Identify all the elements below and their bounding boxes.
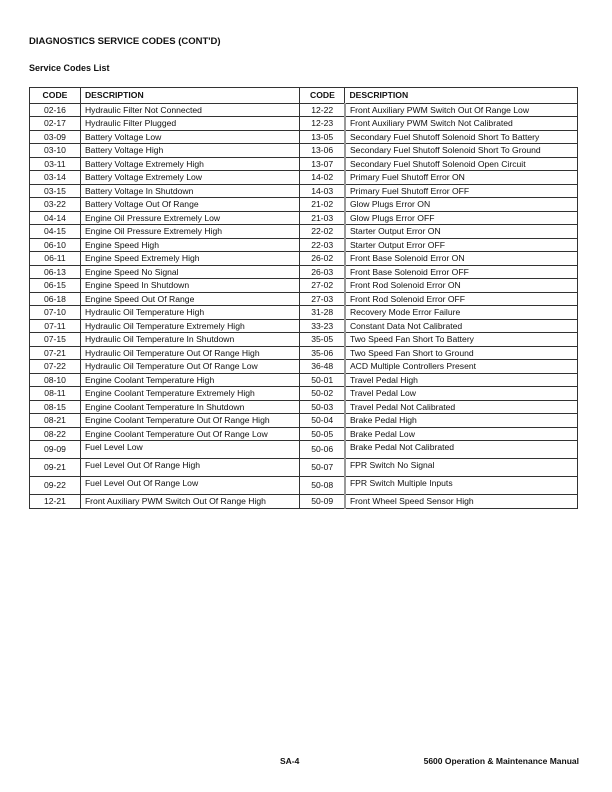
code-cell: 26-03 xyxy=(300,265,345,279)
code-cell: 03-22 xyxy=(30,198,81,212)
code-cell: 13-06 xyxy=(300,144,345,158)
code-cell: 08-22 xyxy=(30,427,81,441)
description-cell: Secondary Fuel Shutoff Solenoid Open Circuit xyxy=(345,157,578,171)
code-cell: 27-03 xyxy=(300,292,345,306)
code-cell: 07-15 xyxy=(30,333,81,347)
description-cell: Battery Voltage High xyxy=(80,144,300,158)
code-cell: 03-14 xyxy=(30,171,81,185)
code-cell: 50-08 xyxy=(300,477,345,495)
code-cell: 07-22 xyxy=(30,360,81,374)
table-row xyxy=(30,477,578,495)
description-cell: Brake Pedal High xyxy=(345,414,578,428)
description-cell: Hydraulic Oil Temperature Extremely High xyxy=(80,319,300,333)
description-cell: Starter Output Error OFF xyxy=(345,238,578,252)
table-row xyxy=(30,211,578,225)
table-row xyxy=(30,238,578,252)
description-cell: Hydraulic Oil Temperature High xyxy=(80,306,300,320)
code-cell: 06-11 xyxy=(30,252,81,266)
description-cell: Engine Coolant Temperature Out Of Range High xyxy=(80,414,300,428)
code-cell: 06-13 xyxy=(30,265,81,279)
table-row xyxy=(30,400,578,414)
code-cell: 36-48 xyxy=(300,360,345,374)
code-cell: 13-07 xyxy=(300,157,345,171)
description-cell: Battery Voltage Low xyxy=(80,130,300,144)
code-cell: 03-11 xyxy=(30,157,81,171)
code-cell: 06-18 xyxy=(30,292,81,306)
description-cell: Engine Speed Out Of Range xyxy=(80,292,300,306)
code-cell: 35-05 xyxy=(300,333,345,347)
code-cell: 03-10 xyxy=(30,144,81,158)
table-row xyxy=(30,346,578,360)
code-cell: 12-23 xyxy=(300,117,345,131)
code-cell: 08-10 xyxy=(30,373,81,387)
table-row xyxy=(30,373,578,387)
description-cell: Two Speed Fan Short to Ground xyxy=(345,346,578,360)
description-cell: Travel Pedal Low xyxy=(345,387,578,401)
description-cell: Fuel Level Out Of Range Low xyxy=(80,477,300,495)
table-row xyxy=(30,360,578,374)
description-cell: Engine Speed In Shutdown xyxy=(80,279,300,293)
code-cell: 21-03 xyxy=(300,211,345,225)
code-cell: 50-03 xyxy=(300,400,345,414)
code-cell: 08-11 xyxy=(30,387,81,401)
code-cell: 02-17 xyxy=(30,117,81,131)
description-cell: Front Auxiliary PWM Switch Out Of Range High xyxy=(80,495,300,509)
description-cell: Travel Pedal Not Calibrated xyxy=(345,400,578,414)
description-cell: Battery Voltage Out Of Range xyxy=(80,198,300,212)
service-codes-table xyxy=(29,87,578,509)
code-cell: 50-07 xyxy=(300,459,345,477)
description-cell: Secondary Fuel Shutoff Solenoid Short To Battery xyxy=(345,130,578,144)
table-row xyxy=(30,279,578,293)
code-cell: 08-15 xyxy=(30,400,81,414)
table-row xyxy=(30,144,578,158)
code-cell: 04-14 xyxy=(30,211,81,225)
description-cell: Two Speed Fan Short To Battery xyxy=(345,333,578,347)
description-cell: Front Wheel Speed Sensor High xyxy=(345,495,578,509)
description-cell: Brake Pedal Not Calibrated xyxy=(345,441,578,459)
table-header-row xyxy=(30,88,578,104)
table-row xyxy=(30,414,578,428)
description-cell: Engine Oil Pressure Extremely Low xyxy=(80,211,300,225)
description-cell: Constant Data Not Calibrated xyxy=(345,319,578,333)
table-row xyxy=(30,198,578,212)
description-cell: Front Auxiliary PWM Switch Not Calibrated xyxy=(345,117,578,131)
description-cell: Battery Voltage Extremely Low xyxy=(80,171,300,185)
code-cell: 50-09 xyxy=(300,495,345,509)
code-cell: 12-21 xyxy=(30,495,81,509)
table-row xyxy=(30,171,578,185)
description-cell: ACD Multiple Controllers Present xyxy=(345,360,578,374)
description-cell: Engine Coolant Temperature Extremely High xyxy=(80,387,300,401)
section-subtitle: Service Codes List xyxy=(29,63,110,73)
code-cell: 03-09 xyxy=(30,130,81,144)
code-cell: 03-15 xyxy=(30,184,81,198)
table-row xyxy=(30,306,578,320)
code-cell: 35-06 xyxy=(300,346,345,360)
manual-title: 5600 Operation & Maintenance Manual xyxy=(423,756,579,766)
description-cell: Front Base Solenoid Error OFF xyxy=(345,265,578,279)
table-row xyxy=(30,441,578,459)
code-cell: 12-22 xyxy=(300,103,345,117)
description-cell: Battery Voltage In Shutdown xyxy=(80,184,300,198)
code-cell: 33-23 xyxy=(300,319,345,333)
description-cell: Engine Coolant Temperature In Shutdown xyxy=(80,400,300,414)
description-cell: Battery Voltage Extremely High xyxy=(80,157,300,171)
description-cell: Hydraulic Oil Temperature In Shutdown xyxy=(80,333,300,347)
table-row xyxy=(30,319,578,333)
description-cell: Travel Pedal High xyxy=(345,373,578,387)
description-cell: Hydraulic Filter Plugged xyxy=(80,117,300,131)
code-cell: 07-10 xyxy=(30,306,81,320)
code-cell: 13-05 xyxy=(300,130,345,144)
code-cell: 06-10 xyxy=(30,238,81,252)
code-cell: 08-21 xyxy=(30,414,81,428)
description-cell: Hydraulic Oil Temperature Out Of Range High xyxy=(80,346,300,360)
code-cell: 14-02 xyxy=(300,171,345,185)
code-cell: 50-02 xyxy=(300,387,345,401)
description-cell: Fuel Level Low xyxy=(80,441,300,459)
description-cell: Engine Oil Pressure Extremely High xyxy=(80,225,300,239)
code-cell: 06-15 xyxy=(30,279,81,293)
description-cell: Front Rod Solenoid Error ON xyxy=(345,279,578,293)
table-row xyxy=(30,117,578,131)
description-cell: Front Base Solenoid Error ON xyxy=(345,252,578,266)
table-row xyxy=(30,265,578,279)
table-row xyxy=(30,130,578,144)
table-row xyxy=(30,427,578,441)
code-cell: 22-02 xyxy=(300,225,345,239)
description-cell: Glow Plugs Error OFF xyxy=(345,211,578,225)
description-cell: Engine Speed No Signal xyxy=(80,265,300,279)
header-description: DESCRIPTION xyxy=(345,88,578,104)
description-cell: Brake Pedal Low xyxy=(345,427,578,441)
description-cell: Fuel Level Out Of Range High xyxy=(80,459,300,477)
description-cell: Engine Coolant Temperature High xyxy=(80,373,300,387)
code-cell: 26-02 xyxy=(300,252,345,266)
table-row xyxy=(30,252,578,266)
description-cell: Front Auxiliary PWM Switch Out Of Range Low xyxy=(345,103,578,117)
code-cell: 50-04 xyxy=(300,414,345,428)
description-cell: Starter Output Error ON xyxy=(345,225,578,239)
description-cell: FPR Switch Multiple Inputs xyxy=(345,477,578,495)
table-row xyxy=(30,387,578,401)
code-cell: 14-03 xyxy=(300,184,345,198)
header-code: CODE xyxy=(300,88,345,104)
description-cell: Front Rod Solenoid Error OFF xyxy=(345,292,578,306)
table-row xyxy=(30,184,578,198)
table-row xyxy=(30,157,578,171)
table-row xyxy=(30,459,578,477)
page-number: SA-4 xyxy=(280,756,300,766)
code-cell: 21-02 xyxy=(300,198,345,212)
description-cell: Primary Fuel Shutoff Error ON xyxy=(345,171,578,185)
description-cell: Secondary Fuel Shutoff Solenoid Short To Ground xyxy=(345,144,578,158)
table-row xyxy=(30,225,578,239)
code-cell: 04-15 xyxy=(30,225,81,239)
description-cell: Engine Speed Extremely High xyxy=(80,252,300,266)
code-cell: 31-28 xyxy=(300,306,345,320)
code-cell: 09-22 xyxy=(30,477,81,495)
code-cell: 50-01 xyxy=(300,373,345,387)
description-cell: Recovery Mode Error Failure xyxy=(345,306,578,320)
code-cell: 27-02 xyxy=(300,279,345,293)
code-cell: 50-06 xyxy=(300,441,345,459)
description-cell: Engine Speed High xyxy=(80,238,300,252)
description-cell: Hydraulic Oil Temperature Out Of Range Low xyxy=(80,360,300,374)
code-cell: 07-11 xyxy=(30,319,81,333)
table-row xyxy=(30,292,578,306)
description-cell: Engine Coolant Temperature Out Of Range Low xyxy=(80,427,300,441)
description-cell: FPR Switch No Signal xyxy=(345,459,578,477)
page-title: DIAGNOSTICS SERVICE CODES (CONT'D) xyxy=(29,36,221,47)
description-cell: Glow Plugs Error ON xyxy=(345,198,578,212)
header-description: DESCRIPTION xyxy=(80,88,300,104)
table-row xyxy=(30,333,578,347)
description-cell: Primary Fuel Shutoff Error OFF xyxy=(345,184,578,198)
header-code: CODE xyxy=(30,88,81,104)
description-cell: Hydraulic Filter Not Connected xyxy=(80,103,300,117)
table-row xyxy=(30,103,578,117)
code-cell: 22-03 xyxy=(300,238,345,252)
code-cell: 09-21 xyxy=(30,459,81,477)
code-cell: 07-21 xyxy=(30,346,81,360)
table-row xyxy=(30,495,578,509)
code-cell: 50-05 xyxy=(300,427,345,441)
code-cell: 02-16 xyxy=(30,103,81,117)
code-cell: 09-09 xyxy=(30,441,81,459)
